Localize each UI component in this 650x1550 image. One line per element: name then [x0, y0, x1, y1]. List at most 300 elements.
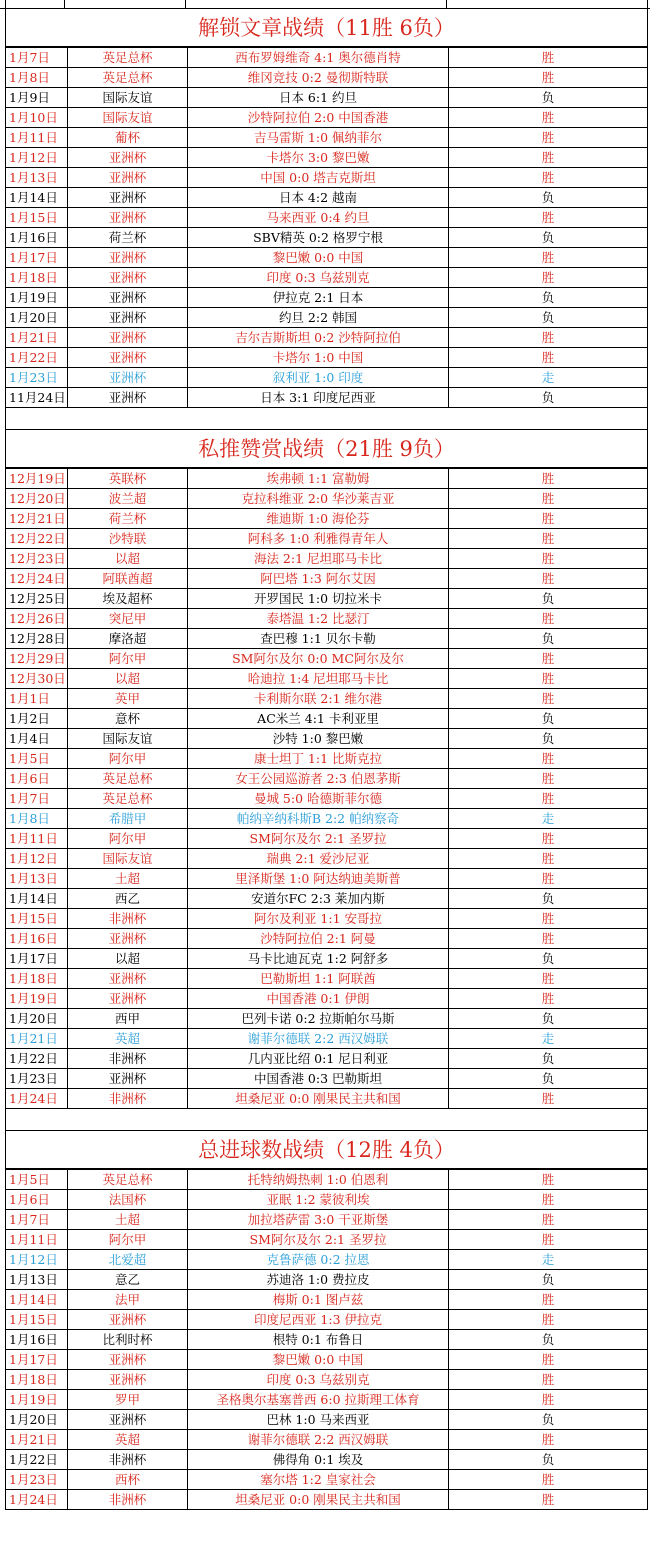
date-cell: 1月8日	[6, 68, 68, 88]
date-cell: 12月25日	[6, 589, 68, 609]
table-row	[6, 889, 648, 909]
date-cell: 12月21日	[6, 509, 68, 529]
result-cell: 胜	[449, 749, 648, 769]
competition-cell: 国际友谊	[68, 108, 188, 128]
table-row	[6, 489, 648, 509]
table-row	[6, 1049, 648, 1069]
match-cell: 埃弗顿 1:1 富勒姆	[188, 469, 449, 489]
section-gap	[5, 1109, 648, 1131]
match-cell: 谢菲尔德联 2:2 西汉姆联	[188, 1029, 449, 1049]
competition-cell: 亚洲杯	[68, 168, 188, 188]
result-cell: 胜	[449, 829, 648, 849]
result-cell: 负	[449, 949, 648, 969]
result-cell: 胜	[449, 68, 648, 88]
result-cell: 负	[449, 88, 648, 108]
date-cell: 1月19日	[6, 288, 68, 308]
match-cell: 亚眠 1:2 蒙彼利埃	[188, 1190, 449, 1210]
date-cell: 1月12日	[6, 148, 68, 168]
date-cell: 1月12日	[6, 1250, 68, 1270]
result-cell: 胜	[449, 1390, 648, 1410]
competition-cell: 亚洲杯	[68, 348, 188, 368]
table-row	[6, 268, 648, 288]
date-cell: 1月9日	[6, 88, 68, 108]
table-row	[6, 1350, 648, 1370]
date-cell: 1月13日	[6, 1270, 68, 1290]
result-cell: 胜	[449, 509, 648, 529]
competition-cell: 突尼甲	[68, 609, 188, 629]
date-cell: 1月19日	[6, 989, 68, 1009]
section-total-goals	[5, 1131, 648, 1169]
competition-cell: 英联杯	[68, 469, 188, 489]
match-cell: 安道尔FC 2:3 莱加内斯	[188, 889, 449, 909]
match-cell: 阿科多 1:0 利雅得青年人	[188, 529, 449, 549]
date-cell: 1月11日	[6, 128, 68, 148]
result-cell: 胜	[449, 1430, 648, 1450]
competition-cell: 土超	[68, 869, 188, 889]
table-row	[6, 589, 648, 609]
match-cell: 苏迪洛 1:0 费拉皮	[188, 1270, 449, 1290]
result-cell: 胜	[449, 469, 648, 489]
competition-cell: 英足总杯	[68, 789, 188, 809]
match-cell: SBV精英 0:2 格罗宁根	[188, 228, 449, 248]
result-cell: 胜	[449, 769, 648, 789]
competition-cell: 阿尔甲	[68, 749, 188, 769]
result-cell: 胜	[449, 1190, 648, 1210]
table-row	[6, 328, 648, 348]
result-cell: 走	[449, 809, 648, 829]
table-row	[6, 509, 648, 529]
result-cell: 胜	[449, 128, 648, 148]
table-row	[6, 629, 648, 649]
table-row	[6, 1170, 648, 1190]
competition-cell: 以超	[68, 549, 188, 569]
match-cell: 康士坦丁 1:1 比斯克拉	[188, 749, 449, 769]
table-row	[6, 689, 648, 709]
date-cell: 1月24日	[6, 1490, 68, 1510]
date-cell: 1月5日	[6, 1170, 68, 1190]
result-cell: 胜	[449, 689, 648, 709]
date-cell: 1月23日	[6, 1470, 68, 1490]
match-cell: 圣格奥尔基塞普西 6:0 拉斯理工体育	[188, 1390, 449, 1410]
table-row	[6, 1370, 648, 1390]
competition-cell: 北爱超	[68, 1250, 188, 1270]
section-title: 私推赞赏战绩（21胜 9负）	[5, 430, 648, 468]
date-cell: 12月26日	[6, 609, 68, 629]
match-cell: 卡塔尔 1:0 中国	[188, 348, 449, 368]
result-cell: 胜	[449, 1370, 648, 1390]
competition-cell: 非洲杯	[68, 1450, 188, 1470]
date-cell: 1月5日	[6, 749, 68, 769]
competition-cell: 西杯	[68, 1470, 188, 1490]
match-cell: SM阿尔及尔 0:0 MC阿尔及尔	[188, 649, 449, 669]
table-row	[6, 1250, 648, 1270]
match-cell: 印度 0:3 乌兹别克	[188, 268, 449, 288]
result-cell: 胜	[449, 1350, 648, 1370]
table-row	[6, 569, 648, 589]
competition-cell: 亚洲杯	[68, 368, 188, 388]
result-cell: 胜	[449, 909, 648, 929]
result-cell: 胜	[449, 569, 648, 589]
date-cell: 1月12日	[6, 849, 68, 869]
result-cell: 胜	[449, 108, 648, 128]
result-cell: 胜	[449, 1490, 648, 1510]
date-cell: 12月20日	[6, 489, 68, 509]
result-cell: 胜	[449, 929, 648, 949]
date-cell: 1月22日	[6, 348, 68, 368]
match-cell: 海法 2:1 尼坦耶马卡比	[188, 549, 449, 569]
competition-cell: 荷兰杯	[68, 228, 188, 248]
match-cell: 约旦 2:2 韩国	[188, 308, 449, 328]
competition-cell: 亚洲杯	[68, 1069, 188, 1089]
table-row	[6, 829, 648, 849]
competition-cell: 埃及超杯	[68, 589, 188, 609]
match-cell: 伊拉克 2:1 日本	[188, 288, 449, 308]
match-cell: 女王公园巡游者 2:3 伯恩茅斯	[188, 769, 449, 789]
table-row	[6, 88, 648, 108]
match-cell: 瑞典 2:1 爱沙尼亚	[188, 849, 449, 869]
match-cell: 根特 0:1 布鲁日	[188, 1330, 449, 1350]
result-cell: 胜	[449, 669, 648, 689]
table-row	[6, 348, 648, 368]
competition-cell: 亚洲杯	[68, 929, 188, 949]
result-cell: 胜	[449, 1170, 648, 1190]
competition-cell: 葡杯	[68, 128, 188, 148]
date-cell: 1月16日	[6, 1330, 68, 1350]
competition-cell: 阿联酋超	[68, 569, 188, 589]
table-row	[6, 649, 648, 669]
competition-cell: 亚洲杯	[68, 268, 188, 288]
match-cell: 哈迪拉 1:4 尼坦耶马卡比	[188, 669, 449, 689]
table-row	[6, 669, 648, 689]
competition-cell: 意乙	[68, 1270, 188, 1290]
competition-cell: 英超	[68, 1029, 188, 1049]
date-cell: 1月21日	[6, 1029, 68, 1049]
section-private	[5, 430, 648, 468]
competition-cell: 以超	[68, 949, 188, 969]
competition-cell: 非洲杯	[68, 909, 188, 929]
top-border	[0, 0, 650, 9]
match-cell: 帕纳辛纳科斯B 2:2 帕纳察奇	[188, 809, 449, 829]
competition-cell: 希腊甲	[68, 809, 188, 829]
competition-cell: 英超	[68, 1430, 188, 1450]
match-cell: 中国 0:0 塔吉克斯坦	[188, 168, 449, 188]
competition-cell: 阿尔甲	[68, 829, 188, 849]
match-cell: SM阿尔及尔 2:1 圣罗拉	[188, 829, 449, 849]
table-row	[6, 208, 648, 228]
competition-cell: 亚洲杯	[68, 208, 188, 228]
date-cell: 11月24日	[6, 388, 68, 408]
result-cell: 胜	[449, 1470, 648, 1490]
match-cell: 印度尼西亚 1:3 伊拉克	[188, 1310, 449, 1330]
date-cell: 1月7日	[6, 48, 68, 68]
result-cell: 胜	[449, 789, 648, 809]
table-row	[6, 1410, 648, 1430]
results-table	[5, 468, 648, 1109]
table-row	[6, 1330, 648, 1350]
table-row	[6, 1230, 648, 1250]
table-row	[6, 1029, 648, 1049]
table-row	[6, 308, 648, 328]
result-cell: 胜	[449, 849, 648, 869]
match-cell: 巴列卡诺 0:2 拉斯帕尔马斯	[188, 1009, 449, 1029]
result-cell: 胜	[449, 268, 648, 288]
match-cell: 查巴穆 1:1 贝尔卡勒	[188, 629, 449, 649]
table-row	[6, 368, 648, 388]
table-row	[6, 1290, 648, 1310]
competition-cell: 法甲	[68, 1290, 188, 1310]
result-cell: 负	[449, 889, 648, 909]
table-row	[6, 1470, 648, 1490]
table-row	[6, 849, 648, 869]
match-cell: 日本 3:1 印度尼西亚	[188, 388, 449, 408]
date-cell: 1月24日	[6, 1089, 68, 1109]
table-row	[6, 749, 648, 769]
table-row	[6, 949, 648, 969]
table-row	[6, 969, 648, 989]
date-cell: 1月16日	[6, 228, 68, 248]
competition-cell: 亚洲杯	[68, 148, 188, 168]
result-cell: 胜	[449, 148, 648, 168]
date-cell: 1月20日	[6, 1009, 68, 1029]
competition-cell: 亚洲杯	[68, 308, 188, 328]
date-cell: 1月18日	[6, 969, 68, 989]
date-cell: 1月13日	[6, 869, 68, 889]
date-cell: 1月14日	[6, 188, 68, 208]
match-cell: 曼城 5:0 哈德斯菲尔德	[188, 789, 449, 809]
section-gap	[5, 408, 648, 430]
table-row	[6, 1310, 648, 1330]
match-cell: 沙特 1:0 黎巴嫩	[188, 729, 449, 749]
match-cell: AC米兰 4:1 卡利亚里	[188, 709, 449, 729]
match-cell: 克鲁萨德 0:2 拉恩	[188, 1250, 449, 1270]
table-row	[6, 929, 648, 949]
date-cell: 12月30日	[6, 669, 68, 689]
result-cell: 负	[449, 228, 648, 248]
date-cell: 1月15日	[6, 1310, 68, 1330]
match-cell: 中国香港 0:3 巴勒斯坦	[188, 1069, 449, 1089]
result-cell: 负	[449, 288, 648, 308]
date-cell: 12月29日	[6, 649, 68, 669]
date-cell: 1月19日	[6, 1390, 68, 1410]
result-cell: 走	[449, 1029, 648, 1049]
competition-cell: 土超	[68, 1210, 188, 1230]
date-cell: 1月14日	[6, 889, 68, 909]
match-cell: 坦桑尼亚 0:0 刚果民主共和国	[188, 1089, 449, 1109]
table-row	[6, 789, 648, 809]
table-row	[6, 228, 648, 248]
result-cell: 负	[449, 308, 648, 328]
table-row	[6, 128, 648, 148]
match-cell: 托特纳姆热刺 1:0 伯恩利	[188, 1170, 449, 1190]
competition-cell: 亚洲杯	[68, 328, 188, 348]
section-title: 总进球数战绩（12胜 4负）	[5, 1131, 648, 1169]
result-cell: 走	[449, 1250, 648, 1270]
match-cell: 卡利斯尔联 2:1 维尔港	[188, 689, 449, 709]
table-row	[6, 1190, 648, 1210]
match-cell: 克拉科维亚 2:0 华沙莱吉亚	[188, 489, 449, 509]
result-cell: 负	[449, 589, 648, 609]
table-row	[6, 609, 648, 629]
competition-cell: 非洲杯	[68, 1490, 188, 1510]
date-cell: 12月28日	[6, 629, 68, 649]
match-cell: 日本 4:2 越南	[188, 188, 449, 208]
result-cell: 胜	[449, 328, 648, 348]
date-cell: 1月17日	[6, 248, 68, 268]
date-cell: 1月22日	[6, 1049, 68, 1069]
result-cell: 负	[449, 388, 648, 408]
competition-cell: 亚洲杯	[68, 248, 188, 268]
competition-cell: 亚洲杯	[68, 1310, 188, 1330]
match-cell: 卡塔尔 3:0 黎巴嫩	[188, 148, 449, 168]
date-cell: 1月17日	[6, 949, 68, 969]
result-cell: 负	[449, 1330, 648, 1350]
table-row	[6, 1069, 648, 1089]
result-cell: 负	[449, 629, 648, 649]
match-cell: 巴勒斯坦 1:1 阿联酋	[188, 969, 449, 989]
date-cell: 1月21日	[6, 1430, 68, 1450]
competition-cell: 西甲	[68, 1009, 188, 1029]
result-cell: 胜	[449, 609, 648, 629]
table-row	[6, 168, 648, 188]
date-cell: 1月2日	[6, 709, 68, 729]
date-cell: 1月16日	[6, 929, 68, 949]
table-row	[6, 1089, 648, 1109]
competition-cell: 英足总杯	[68, 1170, 188, 1190]
result-cell: 胜	[449, 1310, 648, 1330]
competition-cell: 以超	[68, 669, 188, 689]
result-cell: 胜	[449, 348, 648, 368]
date-cell: 1月15日	[6, 909, 68, 929]
competition-cell: 亚洲杯	[68, 989, 188, 1009]
table-row	[6, 1009, 648, 1029]
date-cell: 1月23日	[6, 1069, 68, 1089]
date-cell: 1月11日	[6, 829, 68, 849]
date-cell: 1月21日	[6, 328, 68, 348]
date-cell: 1月18日	[6, 1370, 68, 1390]
table-row	[6, 248, 648, 268]
competition-cell: 意杯	[68, 709, 188, 729]
competition-cell: 阿尔甲	[68, 649, 188, 669]
competition-cell: 英足总杯	[68, 68, 188, 88]
result-cell: 胜	[449, 489, 648, 509]
result-cell: 胜	[449, 1210, 648, 1230]
date-cell: 1月20日	[6, 1410, 68, 1430]
competition-cell: 国际友谊	[68, 88, 188, 108]
section-unlock	[5, 9, 648, 47]
competition-cell: 国际友谊	[68, 849, 188, 869]
result-cell: 胜	[449, 549, 648, 569]
date-cell: 1月8日	[6, 809, 68, 829]
match-cell: 谢菲尔德联 2:2 西汉姆联	[188, 1430, 449, 1450]
match-cell: 坦桑尼亚 0:0 刚果民主共和国	[188, 1490, 449, 1510]
match-cell: 塞尔塔 1:2 皇家社会	[188, 1470, 449, 1490]
result-cell: 负	[449, 188, 648, 208]
match-cell: 中国香港 0:1 伊朗	[188, 989, 449, 1009]
table-row	[6, 1210, 648, 1230]
match-cell: 维迪斯 1:0 海伦芬	[188, 509, 449, 529]
match-cell: 吉马雷斯 1:0 佩纳菲尔	[188, 128, 449, 148]
table-row	[6, 769, 648, 789]
result-cell: 胜	[449, 969, 648, 989]
date-cell: 1月17日	[6, 1350, 68, 1370]
date-cell: 1月7日	[6, 1210, 68, 1230]
match-cell: 加拉塔萨雷 3:0 干亚斯堡	[188, 1210, 449, 1230]
competition-cell: 非洲杯	[68, 1089, 188, 1109]
result-cell: 负	[449, 1009, 648, 1029]
match-cell: SM阿尔及尔 2:1 圣罗拉	[188, 1230, 449, 1250]
date-cell: 1月22日	[6, 1450, 68, 1470]
result-cell: 胜	[449, 1230, 648, 1250]
results-table	[5, 1169, 648, 1510]
table-row	[6, 1270, 648, 1290]
table-row	[6, 288, 648, 308]
match-cell: 维冈竞技 0:2 曼彻斯特联	[188, 68, 449, 88]
match-cell: 西布罗姆维奇 4:1 奥尔德肖特	[188, 48, 449, 68]
competition-cell: 英足总杯	[68, 769, 188, 789]
result-cell: 负	[449, 729, 648, 749]
competition-cell: 摩洛超	[68, 629, 188, 649]
competition-cell: 亚洲杯	[68, 1370, 188, 1390]
match-cell: 沙特阿拉伯 2:1 阿曼	[188, 929, 449, 949]
results-table	[5, 47, 648, 408]
match-cell: 马来西亚 0:4 约旦	[188, 208, 449, 228]
date-cell: 1月13日	[6, 168, 68, 188]
table-row	[6, 48, 648, 68]
match-cell: 黎巴嫩 0:0 中国	[188, 248, 449, 268]
date-cell: 1月10日	[6, 108, 68, 128]
result-cell: 胜	[449, 48, 648, 68]
competition-cell: 亚洲杯	[68, 969, 188, 989]
table-row	[6, 729, 648, 749]
date-cell: 1月6日	[6, 769, 68, 789]
match-cell: 阿尔及利亚 1:1 安哥拉	[188, 909, 449, 929]
result-cell: 负	[449, 1450, 648, 1470]
match-cell: 日本 6:1 约旦	[188, 88, 449, 108]
match-cell: 梅斯 0:1 图卢兹	[188, 1290, 449, 1310]
result-cell: 胜	[449, 989, 648, 1009]
competition-cell: 西乙	[68, 889, 188, 909]
table-row	[6, 869, 648, 889]
competition-cell: 亚洲杯	[68, 1410, 188, 1430]
result-cell: 胜	[449, 168, 648, 188]
competition-cell: 阿尔甲	[68, 1230, 188, 1250]
result-cell: 负	[449, 1270, 648, 1290]
result-cell: 负	[449, 1049, 648, 1069]
competition-cell: 亚洲杯	[68, 1350, 188, 1370]
table-row	[6, 709, 648, 729]
competition-cell: 国际友谊	[68, 729, 188, 749]
result-cell: 负	[449, 1410, 648, 1430]
match-cell: 吉尔吉斯斯坦 0:2 沙特阿拉伯	[188, 328, 449, 348]
result-cell: 胜	[449, 248, 648, 268]
competition-cell: 亚洲杯	[68, 188, 188, 208]
date-cell: 1月15日	[6, 208, 68, 228]
result-cell: 走	[449, 368, 648, 388]
competition-cell: 亚洲杯	[68, 388, 188, 408]
table-row	[6, 68, 648, 88]
competition-cell: 非洲杯	[68, 1049, 188, 1069]
table-row	[6, 148, 648, 168]
table-row	[6, 1490, 648, 1510]
date-cell: 1月20日	[6, 308, 68, 328]
match-cell: 叙利亚 1:0 印度	[188, 368, 449, 388]
result-cell: 胜	[449, 869, 648, 889]
table-row	[6, 529, 648, 549]
competition-cell: 罗甲	[68, 1390, 188, 1410]
result-cell: 负	[449, 1069, 648, 1089]
competition-cell: 法国杯	[68, 1190, 188, 1210]
match-cell: 佛得角 0:1 埃及	[188, 1450, 449, 1470]
